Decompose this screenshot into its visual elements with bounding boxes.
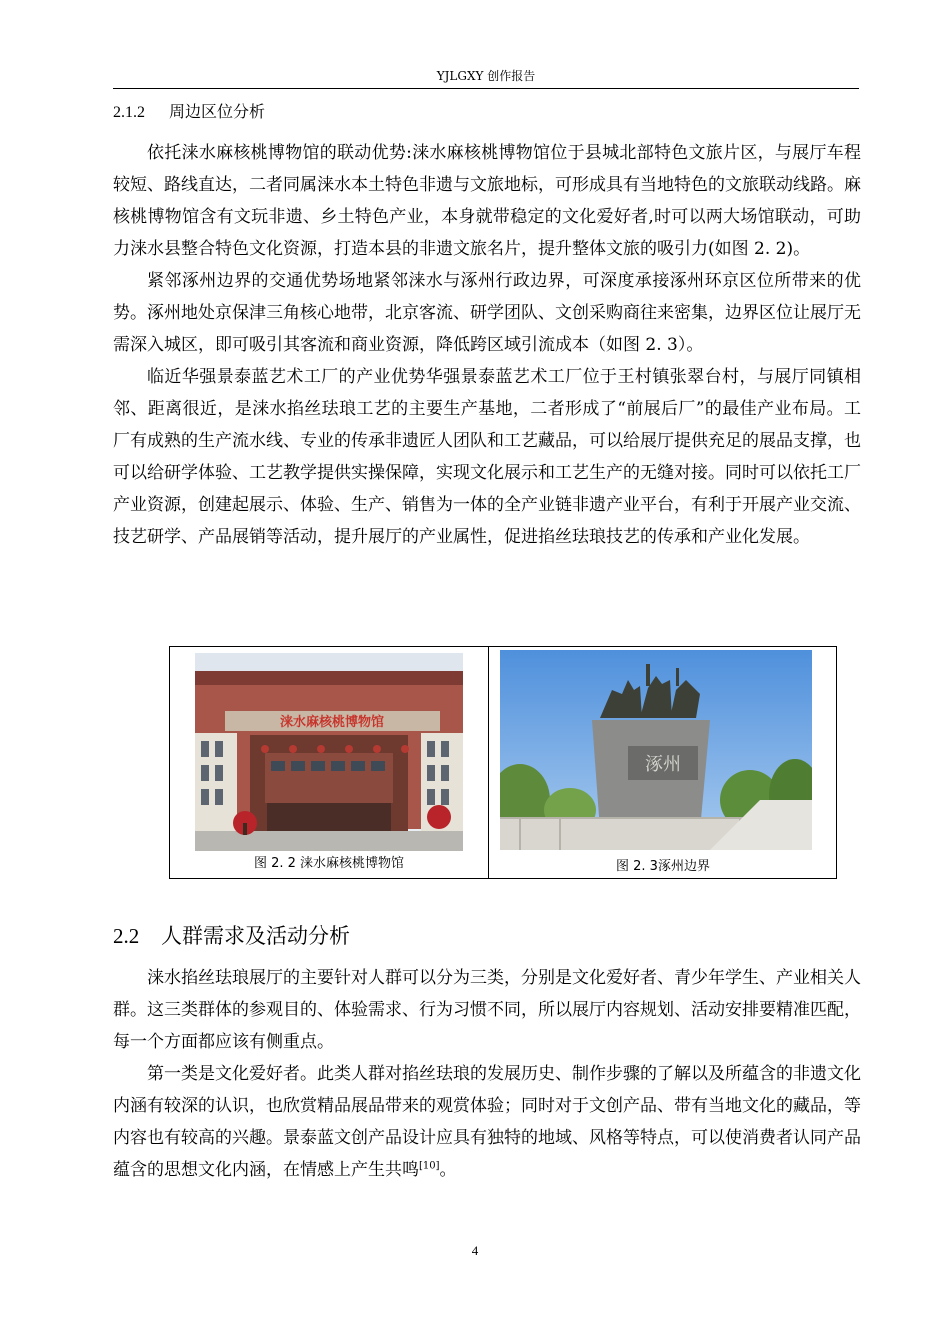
museum-photo [195,653,463,851]
section-2-2-body [113,962,861,1186]
page-header [113,64,859,89]
section-number: 2.1.2 [113,104,145,121]
section-2-1-2-body [113,137,861,553]
paragraph-end: 。 [439,1160,457,1180]
zhuozhou-photo [500,650,812,850]
section-number: 2.2 [113,924,140,948]
museum-sign: 涞水麻核桃博物馆 [279,715,385,730]
section-title: 人群需求及活动分析 [161,924,350,948]
figure-caption-2-2: 图 2. 2 涞水麻核桃博物馆 [253,856,405,871]
figure-caption-2-3: 图 2. 3涿州边界 [616,859,710,874]
section-title: 周边区位分析 [169,102,266,121]
header-title: YJLGXY 创作报告 [436,69,536,83]
plaque-text: 涿州 [645,754,681,775]
figure-table [169,646,837,879]
paragraph: 涞水掐丝珐琅展厅的主要针对人群可以分为三类，分别是文化爱好者、青少年学生、产业相关人群。这三类群体的参观目的、体验需求、行为习惯不同，所以展厅内容规划、活动安排要精准匹配，每一个方面都应该有侧重点。 [113,968,861,1052]
section-heading-2-1-2 [113,100,265,125]
paragraph: 临近华强景泰蓝艺术工厂的产业优势华强景泰蓝艺术工厂位于王村镇张翠台村，与展厅同镇相邻、距离很近，是涞水掐丝珐琅工艺的主要生产基地，二者形成了“前展后厂”的最佳产业布局。工厂有成熟的生产流水线、专业的传承非遗匠人团队和工艺藏品，可以给展厅提供充足的展品支撑，也可以给研学体验、工艺教学提供实操保障，实现文化展示和工艺生产的无缝对接。同时可以依托工厂产业资源，创建起展示、体验、生产、销售为一体的全产业链非遗产业平台，有利于开展产业交流、技艺研学、产品展销等活动，提升展厅的产业属性，促进掐丝珐琅技艺的传承和产业化发展。 [113,367,861,547]
page-number: 4 [471,1243,479,1258]
paragraph-last [113,1058,861,1186]
table-divider [488,647,489,878]
paragraph: 依托涞水麻核桃博物馆的联动优势:涞水麻核桃博物馆位于县城北部特色文旅片区，与展厅车程较短、路线直达，二者同属涞水本土特色非遗与文旅地标，可形成具有当地特色的文旅联动线路。麻核桃博物馆含有文玩非遗、乡土特色产业，本身就带稳定的文化爱好者,时可以两大场馆联动，可助力涞水县整合特色文化资源，打造本县的非遗文旅名片，提升整体文旅的吸引力(如图 2. 2)。 [113,143,861,259]
paragraph-text: 第一类是文化爱好者。此类人群对掐丝珐琅的发展历史、制作步骤的了解以及所蕴含的非遗文化内涵有较深的认识，也欣赏精品展品带来的观赏体验；同时对于文创产品、带有当地文化的藏品，等内容也有较高的兴趣。景泰蓝文创产品设计应具有独特的地域、风格等特点，可以使消费者认同产品蕴含的思想文化内涵，在情感上产生共鸣 [113,1064,861,1180]
citation: [10] [419,1160,440,1172]
section-heading-2-2 [113,922,350,950]
paragraph: 紧邻涿州边界的交通优势场地紧邻涞水与涿州行政边界，可深度承接涿州环京区位所带来的优势。涿州地处京保津三角核心地带，北京客流、研学团队、文创采购商往来密集，边界区位让展厅无需深入城区，即可吸引其客流和商业资源，降低跨区域引流成本（如图 2. 3）。 [113,271,861,355]
